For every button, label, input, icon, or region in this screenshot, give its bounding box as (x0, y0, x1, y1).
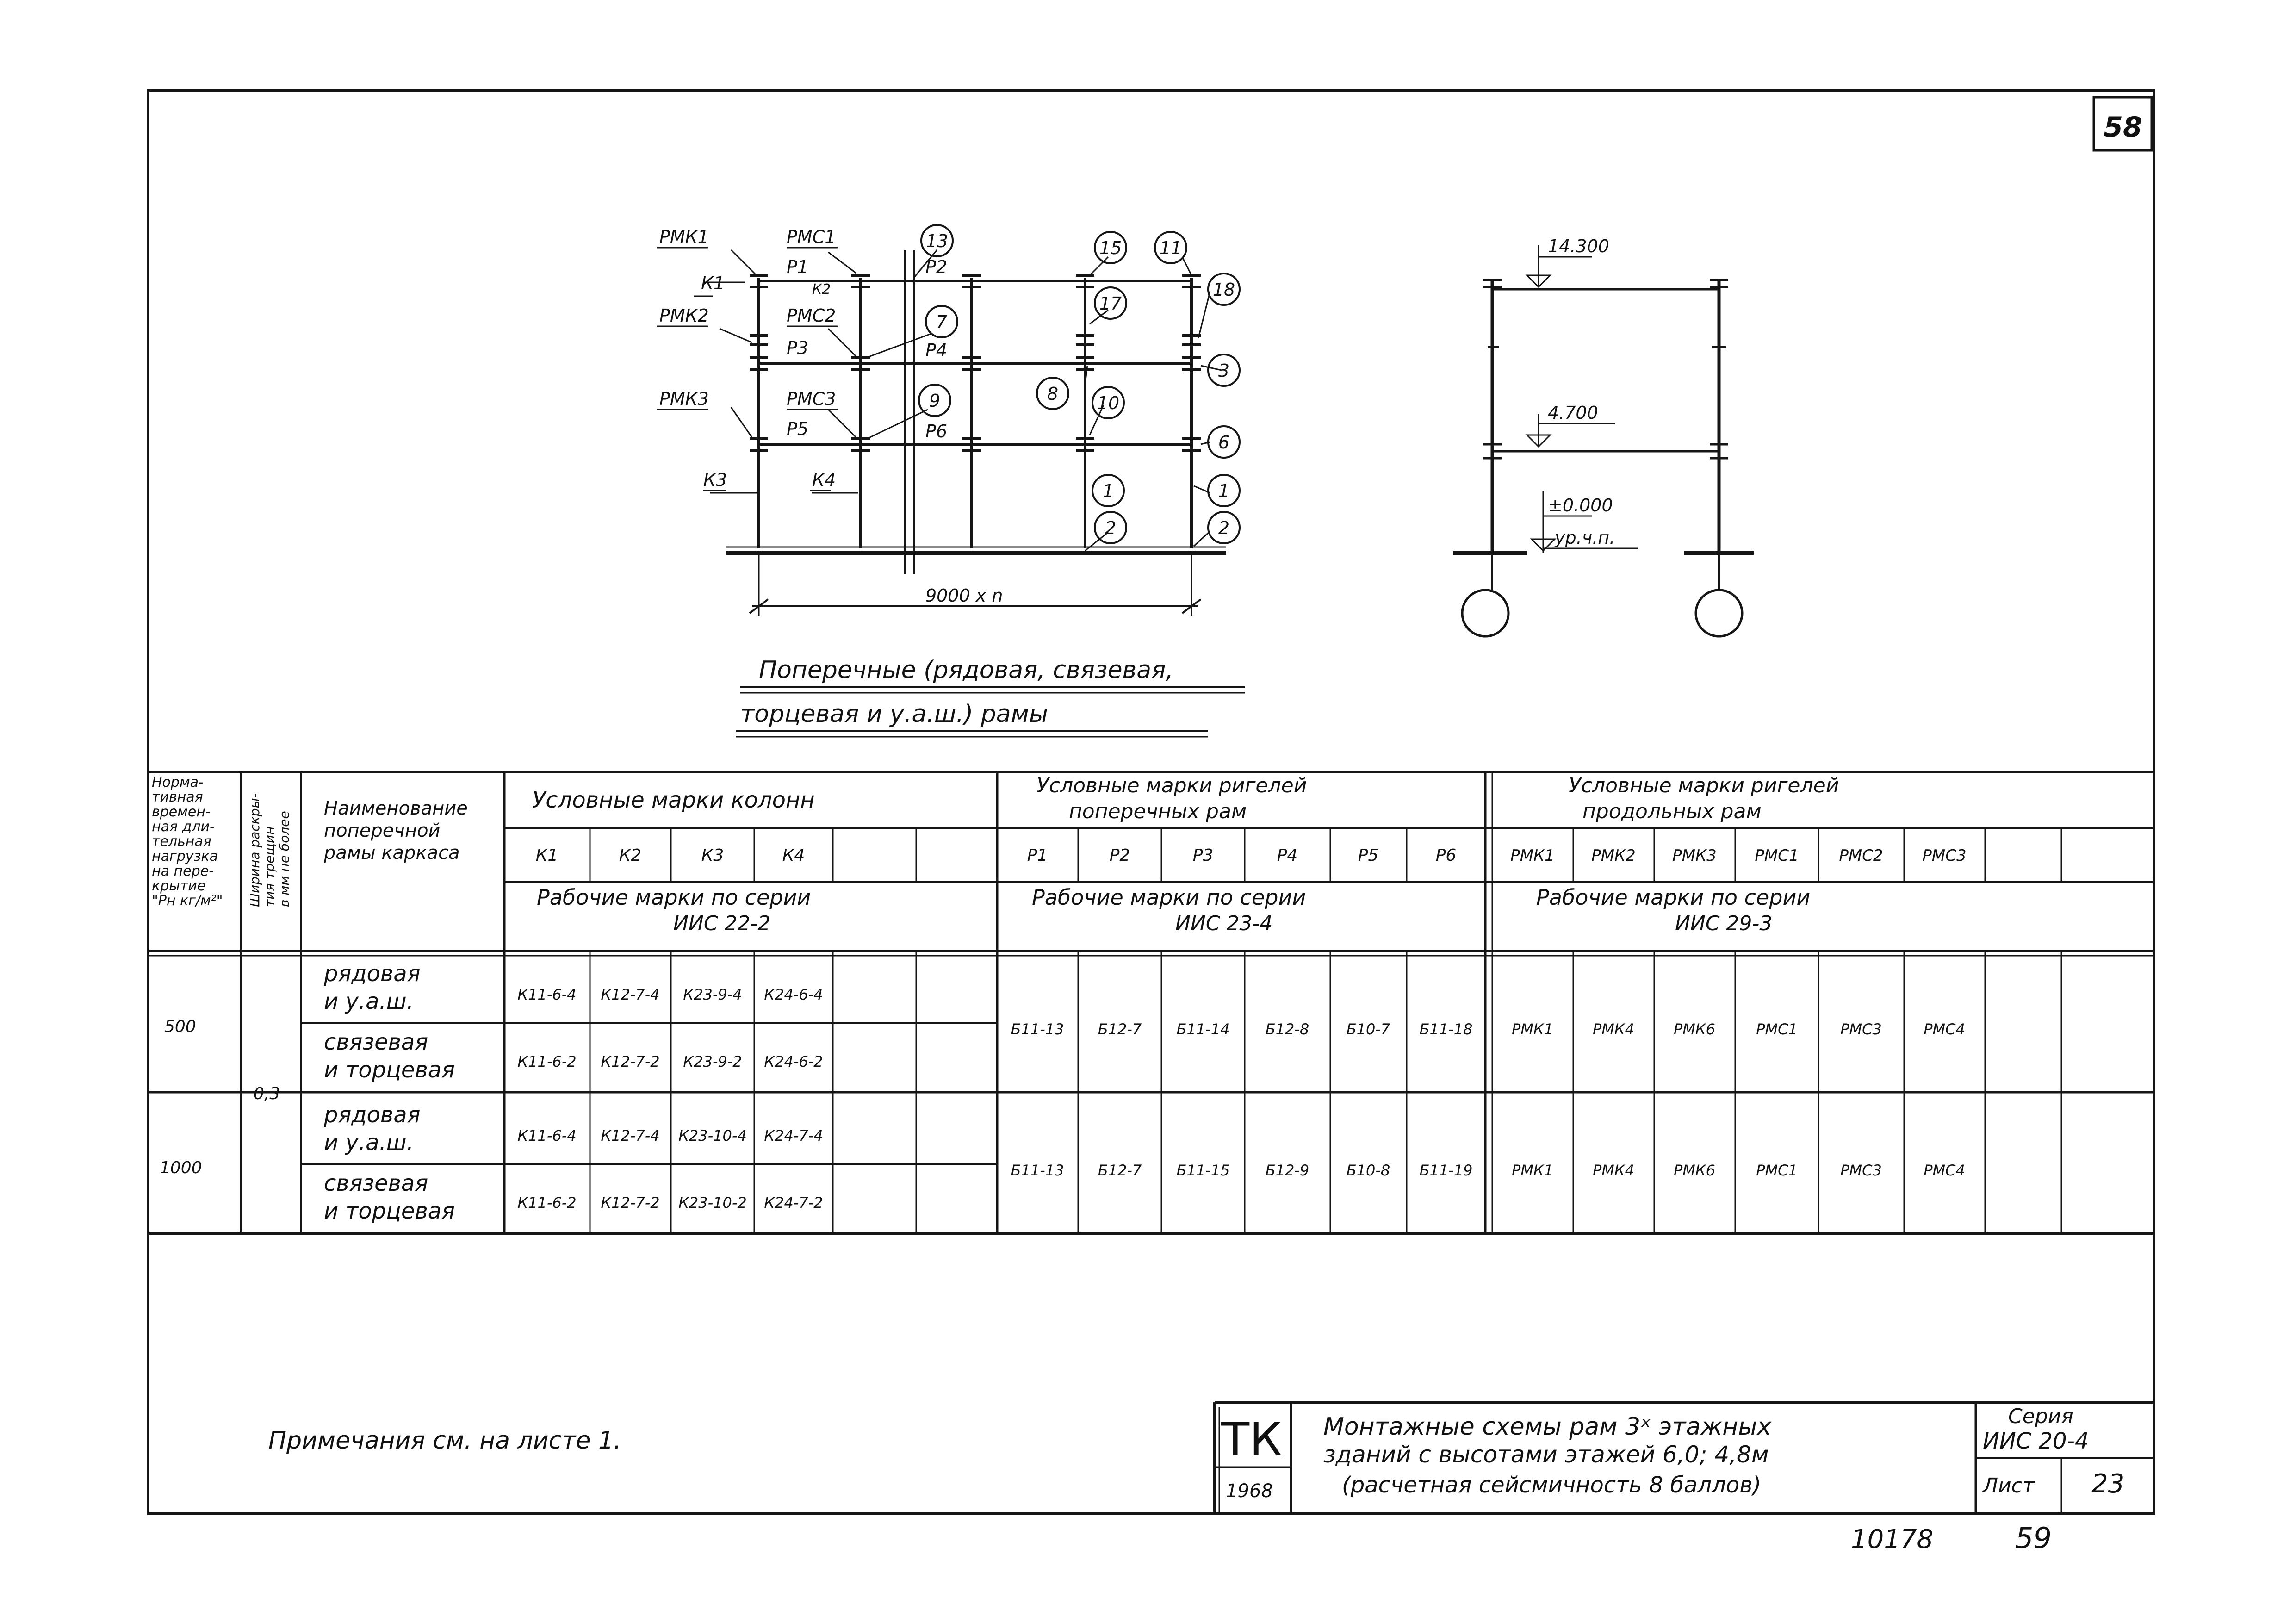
cross-mark: Б11-13 (1011, 1162, 1064, 1179)
crack-width-value: 0,3 (254, 1084, 280, 1103)
col-mark: К23-9-4 (683, 986, 742, 1003)
label-p3: Р3 (787, 338, 809, 358)
header-load-line: крытие (152, 878, 206, 894)
frame-caption-line2: торцевая и у.а.ш.) рамы (740, 700, 1048, 728)
header-cross-rigels-line1: Условные марки ригелей (1036, 774, 1307, 797)
long-mark: РМК4 (1593, 1162, 1634, 1179)
col-mark: К11-6-4 (517, 986, 577, 1003)
cross-mark: Б11-15 (1176, 1162, 1230, 1179)
header-load-line: "Pн кг/м²" (152, 893, 223, 909)
col-code: К4 (782, 846, 805, 865)
row-name-line1: связевая (324, 1170, 428, 1196)
row-name-line2: и торцевая (324, 1057, 455, 1083)
corner-number-box (2094, 97, 2152, 150)
header-load-line: нагрузка (152, 848, 218, 864)
cross-mark: Б12-7 (1098, 1162, 1142, 1179)
header-name-line: Наименование (324, 798, 468, 819)
long-code: РМК1 (1510, 846, 1555, 865)
series-value: ИИС 20-4 (1983, 1428, 2089, 1454)
cross-code: Р1 (1027, 846, 1048, 865)
col-code: К1 (535, 846, 558, 865)
cross-code: Р2 (1109, 846, 1130, 865)
col-mark: К24-7-4 (764, 1127, 823, 1144)
long-mark: РМК4 (1593, 1020, 1634, 1038)
long-mark: РМС3 (1840, 1020, 1882, 1038)
cross-code: Р3 (1192, 846, 1214, 865)
node-18: 18 (1212, 280, 1235, 300)
cross-mark: Б10-7 (1346, 1020, 1390, 1038)
work-cross-line2: ИИС 23-4 (1175, 912, 1273, 935)
work-long-line2: ИИС 29-3 (1675, 912, 1773, 935)
col-mark: К12-7-4 (601, 986, 660, 1003)
long-code: РМС3 (1922, 846, 1967, 865)
section-diagram (1453, 245, 1754, 636)
col-mark: К11-6-2 (517, 1053, 577, 1070)
cross-mark: Б12-7 (1098, 1020, 1142, 1038)
work-cross-line1: Рабочие марки по серии (1032, 885, 1306, 910)
stamp-logo: ТК (1221, 1412, 1283, 1467)
stamp-title-line2: зданий с высотами этажей 6,0; 4,8м (1323, 1441, 1769, 1468)
sheet-label: Лист (1983, 1474, 2035, 1498)
cross-mark: Б12-9 (1265, 1162, 1309, 1179)
long-mark: РМС4 (1924, 1162, 1965, 1179)
span-dimension: 9000 x n (925, 585, 1003, 606)
header-long-rigels-line1: Условные марки ригелей (1569, 774, 1839, 797)
col-code: К2 (619, 846, 642, 865)
long-mark: РМК1 (1512, 1162, 1553, 1179)
node-13: 13 (925, 231, 949, 251)
work-cols-line1: Рабочие марки по серии (537, 885, 811, 910)
header-crack-line: тия трещин (262, 826, 277, 907)
long-code: РМС2 (1839, 846, 1883, 865)
node-1b: 1 (1218, 481, 1230, 501)
label-rmc3: РМС3 (787, 389, 836, 409)
title-block (1215, 1402, 2154, 1513)
row-name-line2: и у.а.ш. (324, 989, 414, 1014)
elevation-labels (1548, 236, 1615, 548)
long-mark: РМС4 (1924, 1020, 1965, 1038)
node-3: 3 (1218, 361, 1230, 381)
label-rmk1: РМК1 (659, 227, 709, 247)
cross-mark: Б12-8 (1265, 1020, 1309, 1038)
stamp-title-line1: Монтажные схемы рам 3ˣ этажных (1323, 1413, 1772, 1441)
long-mark: РМС3 (1840, 1162, 1882, 1179)
marks-table (148, 772, 2154, 1233)
cross-mark: Б11-13 (1011, 1020, 1064, 1038)
node-10: 10 (1097, 393, 1120, 413)
header-load-line: на пере- (152, 863, 214, 879)
cross-mark: Б10-8 (1346, 1162, 1390, 1179)
col-mark: К12-7-4 (601, 1127, 660, 1144)
node-1a: 1 (1102, 481, 1114, 501)
elevation-zero: ±0.000 (1548, 495, 1613, 516)
node-17: 17 (1099, 293, 1122, 314)
label-p2: Р2 (925, 257, 948, 277)
long-code: РМК3 (1672, 846, 1717, 865)
row-name-line1: рядовая (324, 961, 421, 987)
label-p5: Р5 (787, 419, 809, 439)
header-column-marks: Условные марки колонн (532, 787, 815, 813)
node-7: 7 (936, 312, 948, 332)
row-name-line1: связевая (324, 1029, 428, 1055)
col-mark: К12-7-2 (601, 1053, 660, 1070)
notes: Примечания см. на листе 1. (268, 1427, 621, 1455)
header-name-line: поперечной (324, 820, 441, 841)
node-9: 9 (929, 391, 941, 411)
col-mark: К11-6-4 (517, 1127, 577, 1144)
cross-code: Р6 (1435, 846, 1457, 865)
label-rmc1: РМС1 (787, 227, 836, 247)
header-load-line: ная дли- (152, 819, 215, 835)
frame-caption (736, 656, 1245, 737)
long-mark: РМС1 (1756, 1162, 1798, 1179)
header-cross-rigels-line2: поперечных рам (1069, 800, 1247, 823)
col-mark: К23-10-2 (678, 1194, 747, 1212)
long-mark: РМК1 (1512, 1020, 1553, 1038)
label-rmk3: РМК3 (659, 389, 709, 409)
col-mark: К24-6-4 (764, 986, 823, 1003)
col-mark: К24-6-2 (764, 1053, 823, 1070)
long-code: РМК2 (1591, 846, 1636, 865)
node-2b: 2 (1218, 518, 1230, 538)
node-11: 11 (1159, 238, 1182, 258)
long-mark: РМС1 (1756, 1020, 1798, 1038)
label-p4: Р4 (925, 340, 948, 361)
long-mark: РМК6 (1674, 1020, 1715, 1038)
col-mark: К23-10-4 (678, 1127, 747, 1144)
long-code: РМС1 (1755, 846, 1799, 865)
row-name-line2: и у.а.ш. (324, 1130, 414, 1156)
cross-code: Р4 (1277, 846, 1298, 865)
col-mark: К11-6-2 (517, 1194, 577, 1212)
label-rmc2: РМС2 (787, 305, 836, 326)
node-6: 6 (1218, 432, 1230, 453)
col-code: К3 (701, 846, 724, 865)
cross-mark: Б11-18 (1419, 1020, 1473, 1038)
header-load-line: тельная (152, 833, 211, 850)
long-rigel-code-row (1510, 846, 1966, 865)
header-load-line: тивная (152, 789, 203, 805)
cross-code: Р5 (1358, 846, 1379, 865)
header-load-line: времен- (152, 804, 211, 820)
header-frame-name (323, 798, 468, 864)
label-k3: К3 (703, 470, 727, 490)
elevation-mid: 4.700 (1548, 403, 1598, 423)
label-p6: Р6 (925, 421, 948, 442)
node-8: 8 (1047, 384, 1059, 404)
work-cols-line2: ИИС 22-2 (673, 912, 771, 935)
cross-rigel-code-row (1027, 846, 1457, 865)
label-k1: К1 (701, 273, 725, 293)
long-mark: РМК6 (1674, 1162, 1715, 1179)
page-number: 59 (2015, 1521, 2052, 1555)
load-value: 500 (164, 1017, 196, 1036)
label-k2: К2 (812, 281, 831, 298)
label-p1: Р1 (787, 257, 809, 277)
frame-labels (659, 227, 1003, 606)
col-mark: К24-7-2 (764, 1194, 823, 1212)
row-name-line1: рядовая (324, 1102, 421, 1128)
sheet-value: 23 (2091, 1469, 2125, 1499)
cross-mark: Б11-14 (1176, 1020, 1230, 1038)
header-crack-width (247, 793, 292, 907)
node-15: 15 (1099, 238, 1122, 258)
frame-caption-line1: Поперечные (рядовая, связевая, (759, 656, 1173, 684)
header-load-line: Норма- (152, 774, 204, 790)
label-k4: К4 (812, 470, 836, 490)
header-name-line: рамы каркаса (324, 842, 460, 864)
series-label: Серия (2008, 1405, 2073, 1428)
elevation-top: 14.300 (1548, 236, 1609, 256)
col-mark: К12-7-2 (601, 1194, 660, 1212)
stamp-title-line3: (расчетная сейсмичность 8 баллов) (1342, 1472, 1762, 1498)
load-value: 1000 (160, 1158, 202, 1177)
corner-number: 58 (2104, 111, 2142, 143)
header-crack-line: Ширина раскры- (247, 793, 262, 907)
header-crack-line: в мм не более (277, 811, 292, 907)
cross-mark: Б11-19 (1419, 1162, 1473, 1179)
work-long-line1: Рабочие марки по серии (1536, 885, 1811, 910)
elevation-level: ур.ч.п. (1555, 528, 1615, 548)
header-load (152, 774, 223, 909)
col-mark: К23-9-2 (683, 1053, 742, 1070)
row-name-line2: и торцевая (324, 1198, 455, 1224)
archive-number: 10178 (1851, 1524, 1934, 1555)
node-2a: 2 (1105, 518, 1117, 538)
header-long-rigels-line2: продольных рам (1582, 800, 1762, 823)
label-rmk2: РМК2 (659, 305, 709, 326)
stamp-year: 1968 (1226, 1480, 1273, 1502)
